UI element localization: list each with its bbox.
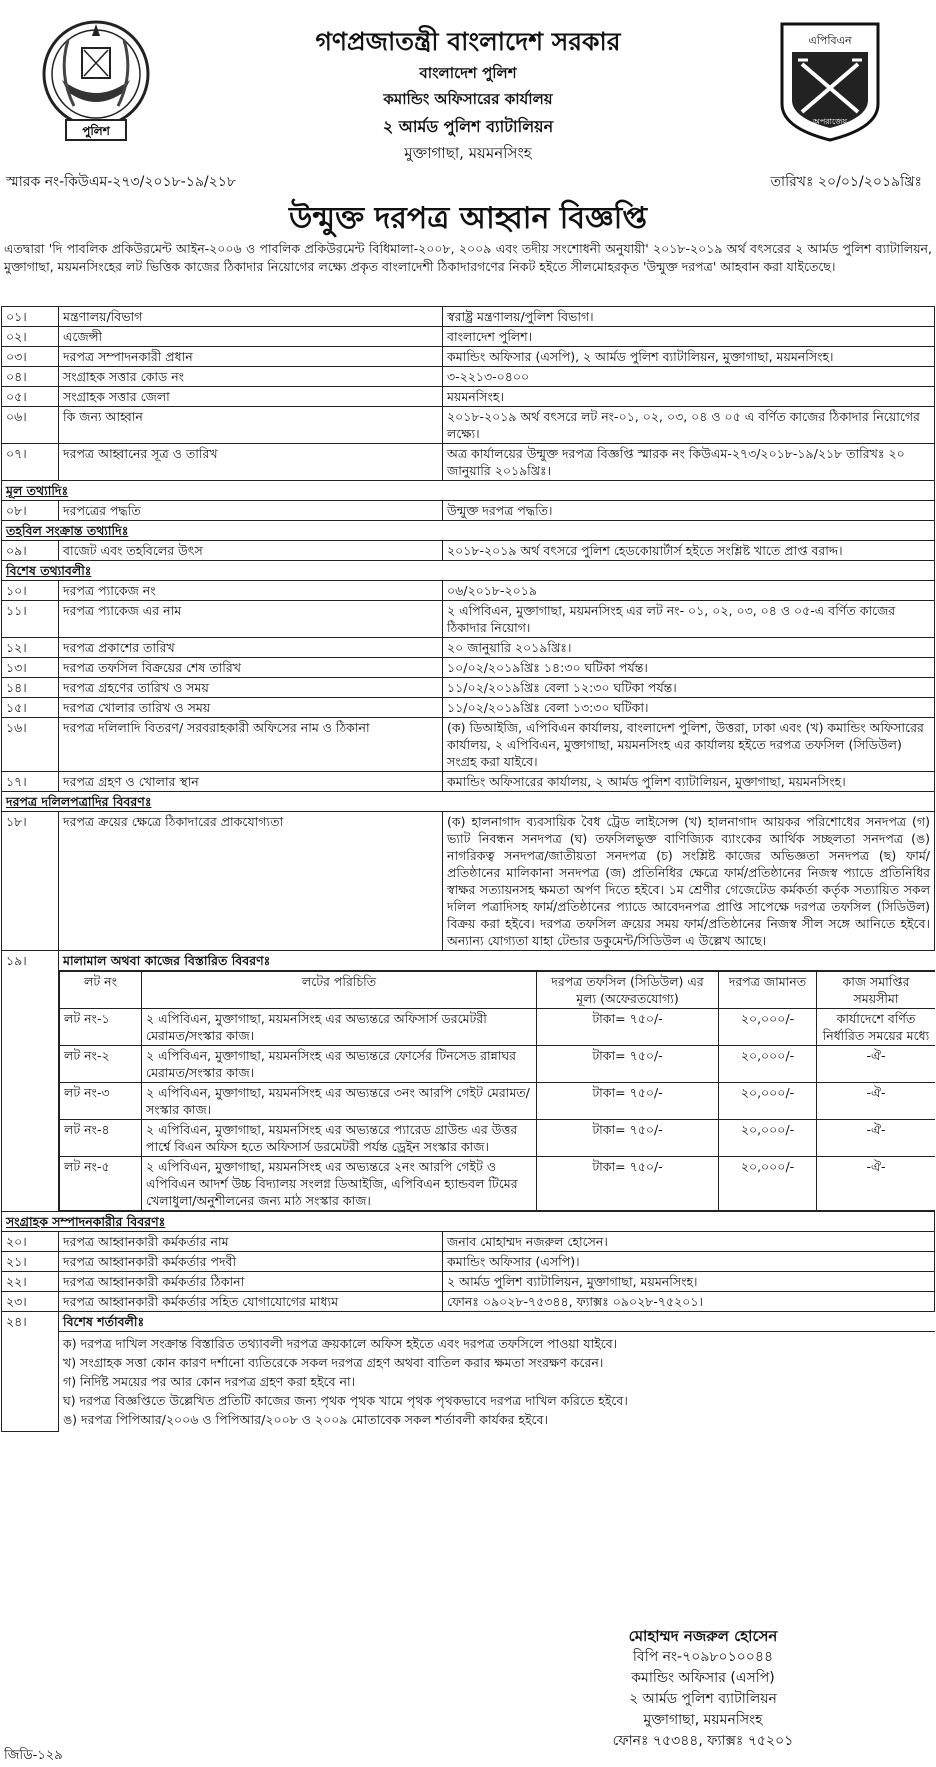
row-number: ০৫। [2,387,59,407]
row-label: দরপত্র তফসিল বিক্রয়ের শেষ তারিখ [59,658,443,678]
notice-title: উন্মুক্ত দরপত্র আহ্বান বিজ্ঞপ্তি [288,201,648,236]
signatory-bp-number: বিপি নং-৭০৯৮০১০০৪৪ [632,1649,774,1665]
lot-row [60,1157,935,1211]
signatory-unit: ২ আর্মড পুলিশ ব্যাটালিয়ন [629,1691,777,1707]
lot-number: লট নং-৫ [60,1157,142,1211]
row-value: ৩-২২১৩-০৪০০ [443,367,935,387]
row-label: দরপত্র গ্রহণের তারিখ ও সময় [59,678,443,698]
section-heading: বিশেষ তথ্যাবলীঃ [2,561,935,581]
row-value: কমান্ডিং অফিসারের কার্যালয়, ২ আর্মড পুলিশ ব্যাটালিয়ন, মুক্তাগাছা, ময়মনসিংহ। [443,772,935,792]
table-row [2,658,935,678]
lot-schedule-price: টাকা= ৭৫০/- [537,1009,719,1046]
row-number: ০১। [2,307,59,327]
row-value: ১১/০২/২০১৯খ্রিঃ বেলা ১৩:৩০ ঘটিকা। [443,698,935,718]
lot-completion-time: কার্যাদেশে বর্ণিত নির্ধারিত সময়ের মধ্যে [817,1009,935,1046]
row-label: সংগ্রাহক সত্তার জেলা [59,387,443,407]
signatory-designation: কমান্ডিং অফিসার (এসপি) [631,1670,775,1686]
row-value: ১০/০২/২০১৯খ্রিঃ ১৪:৩০ ঘটিকা পর্যন্ত। [443,658,935,678]
lot-description: ২ এপিবিএন, মুক্তাগাছা, ময়মনসিংহ এর অভ্যন্তরে অফিসার্স ডরমেটরী মেরামত/সংস্কার কাজ। [142,1009,537,1046]
row-number: ০৬। [2,407,59,444]
row-label: কি জন্য আহ্বান [59,407,443,444]
row-value: বাংলাদেশ পুলিশ। [443,327,935,347]
lot-details-cell [59,951,935,1212]
row-value: কমান্ডিং অফিসার (এসপি), ২ আর্মড পুলিশ ব্যাটালিয়ন, মুক্তাগাছা, ময়মনসিংহ। [443,347,935,367]
lot-header: লট নং [60,972,142,1009]
row-value: ফোনঃ ০৯০২৮-৭৫৩৪৪, ফ্যাক্সঃ ০৯০২৮-৭৫২০১। [443,1292,935,1312]
condition-item: ঙ) দরপত্র পিপিআর/২০০৬ ও পিপিআর/২০০৮ ও ২০০৯ মোতাবেক সকল শর্তাবলী কার্যকর হইবে। [63,1412,548,1427]
row-value: ২০১৮-২০১৯ অর্থ বৎসরে লট নং-০১, ০২, ০৩, ০৪ ও ০৫ এ বর্ণিত কাজের ঠিকাদার নিয়োগের লক্ষ্যে। [443,407,935,444]
apbn-badge-bottom-text: অপরাজেয় [812,117,848,126]
row-value: জনাব মোহাম্মদ নজরুল হোসেন। [443,1232,935,1252]
row-value: ১১/০২/২০১৯খ্রিঃ বেলা ১২:৩০ ঘটিকা পর্যন্ত। [443,678,935,698]
table-row [2,444,935,481]
row-number: ১৯। [2,951,59,1212]
lot-completion-time: -ঐ- [817,1046,935,1083]
row-value: স্বরাষ্ট্র মন্ত্রণালয়/পুলিশ বিভাগ। [443,307,935,327]
row-label: এজেন্সী [59,327,443,347]
row-number: ২২। [2,1272,59,1292]
section-heading-row [2,561,935,581]
table-row [2,541,935,561]
condition-item: ঘ) দরপত্র বিজ্ঞপ্তিতে উল্লেখিত প্রতিটি কাজের জন্য পৃথক পৃথক খামে পৃথক পৃথকভাবে দরপত্র দাখিল করিতে হইবে। [63,1393,628,1408]
lot-number: লট নং-৩ [60,1083,142,1120]
row-value: উন্মুক্ত দরপত্র পদ্ধতি। [443,501,935,521]
row-label: দরপত্র সম্পাদনকারী প্রধান [59,347,443,367]
signature-block [568,1626,838,1752]
row-number: ০২। [2,327,59,347]
row-label: দরপত্র প্রকাশের তারিখ [59,638,443,658]
table-row [2,387,935,407]
section-heading: দরপত্র দলিলপত্রাদির বিবরণঃ [2,792,935,812]
table-row [2,581,935,601]
lot-table [59,971,935,1211]
lot-description: ২ এপিবিএন, মুক্তাগাছা, ময়মনসিংহ এর অভ্যন্তরে ফোর্সের টিনসেড রান্নাঘর মেরামত/সংস্কার কাজ। [142,1046,537,1083]
conditions-title: বিশেষ শর্তাবলীঃ [59,1312,935,1332]
intro-paragraph: এতদ্বারা 'দি পাবলিক প্রকিউরমেন্ট আইন-২০০৬ ও পাবলিক প্রকিউরমেন্ট বিধিমালা-২০০৮, ২০০৯ এবং তদীয় সংশোধনী অনুযায়ী' ২০১৮-২০১৯ অর্থ বৎসরের ২ আর্মড পুলিশ ব্যাটালিয়ন, মুক্তাগাছা, ময়মনসিংহের লট ভিত্তিক কাজের ঠিকাদার নিয়োগের লক্ষ্যে প্রকৃত বাংলাদেশী ঠিকাদারগণের নিকট হইতে সীলমোহরকৃত 'উন্মুক্ত দরপত্র' আহবান করা যাইতেছে। [4,241,932,274]
battalion-name: ২ আর্মড পুলিশ ব্যাটালিয়ন [382,117,554,136]
row-number: ২০। [2,1232,59,1252]
row-number: ১১। [2,601,59,638]
row-number: ১৪। [2,678,59,698]
row-number: ১৩। [2,658,59,678]
row-label: দরপত্র আহ্বানকারী কর্মকর্তার ঠিকানা [59,1272,443,1292]
lot-row [60,1120,935,1157]
lot-schedule-price: টাকা= ৭৫০/- [537,1157,719,1211]
section-heading-row [2,521,935,541]
lot-row [60,1046,935,1083]
lot-number: লট নং-২ [60,1046,142,1083]
section-heading: মূল তথ্যাদিঃ [2,481,935,501]
lot-row [60,1083,935,1120]
row-number: ০৪। [2,367,59,387]
lot-security: ২০,০০০/- [719,1083,817,1120]
table-row [2,1252,935,1272]
tender-info-table [1,306,935,1432]
row-value: (ক) হালনাগাদ ব্যবসায়িক বৈধ ট্রেড লাইসেন্স (খ) হালনাগাদ আয়কর পরিশোধের সনদপত্র (গ) ভ্যাট নিবন্ধন সনদপত্র (ঘ) তফসিলভুক্ত বাণিজ্যিক ব্যাংকের আর্থিক সচ্ছলতা সনদপত্র (ঙ) নাগরিকত্ব সনদপত্র/জাতীয়তা সনদপত্র (চ) সংশ্লিষ্ট কাজের অভিজ্ঞতা সনদপত্র (ছ) ফার্ম/প্রতিষ্ঠানের মালিকানা সনদপত্র (জ) প্রতিনিধির ক্ষেত্রে ফার্ম/প্রতিষ্ঠানের নিজস্ব প্যাডে প্রতিনিধির স্বাক্ষর সত্যায়নসহ ক্ষমতা অর্পণ দিতে হইবে। ১ম শ্রেণীর গেজেটেড কর্মকর্তা কর্তৃক সত্যায়িত সকল দলিল পত্রাদিসহ ফার্ম/প্রতিষ্ঠানের প্যাডে আবেদনপত্র প্রাপ্তি সাপেক্ষে দরপত্র তফসিল (সিডিউল) বিক্রয় করা হইবে। দরপত্র তফসিল ক্রয়ের সময় ফার্ম/প্রতিষ্ঠানের নিজস্ব সীল সঙ্গে আনিতে হইবে। অন্যান্য যোগ্যতা যাহা টেন্ডার ডকুমেন্ট/সিডিউল এ উল্লেখ আছে। [443,812,935,951]
conditions-list [59,1332,935,1431]
lot-header: কাজ সমাপ্তির সময়সীমা [817,972,935,1009]
police-logo-label: পুলিশ [82,124,110,138]
table-row [2,638,935,658]
lot-completion-time: -ঐ- [817,1157,935,1211]
table-row [2,1292,935,1312]
row-value: (ক) ডিআইজি, এপিবিএন কার্যালয়, বাংলাদেশ পুলিশ, উত্তরা, ঢাকা এবং (খ) কমান্ডিং অফিসারের কার্যালয়, ২ এপিবিএন, মুক্তাগাছা, ময়মনসিংহ এর কার্যালয় হইতে দরপত্র তফসিল (সিডিউল) সংগ্রহ করা যাইবে। [443,718,935,772]
lot-header-row [60,972,935,1009]
table-row [2,678,935,698]
lot-schedule-price: টাকা= ৭৫০/- [537,1046,719,1083]
row-number: ১৬। [2,718,59,772]
condition-item: খ) সংগ্রাহক সত্তা কোন কারণ দর্শানো ব্যতিরেকে সকল দরপত্র গ্রহণ অথবা বাতিল করার ক্ষমতা সংরক্ষণ করেন। [63,1355,604,1370]
row-number: ১০। [2,581,59,601]
lot-schedule-price: টাকা= ৭৫০/- [537,1083,719,1120]
memo-number: স্মারক নং-কিউএম-২৭৩/২০১৮-১৯/২১৮ [6,174,236,190]
row-number: ০৮। [2,501,59,521]
row-number: ০৭। [2,444,59,481]
lot-header: দরপত্র জামানত [719,972,817,1009]
lot-description: ২ এপিবিএন, মুক্তাগাছা, ময়মনসিংহ এর অভ্যন্তরে ৩নং আরপি গেইট মেরামত/সংস্কার কাজ। [142,1083,537,1120]
row-value: ময়মনসিংহ। [443,387,935,407]
apbn-badge-top-text: এপিবিএন [808,34,852,47]
lot-security: ২০,০০০/- [719,1157,817,1211]
table-row [2,601,935,638]
lot-description: ২ এপিবিএন, মুক্তাগাছা, ময়মনসিংহ এর অভ্যন্তরে ২নং আরপি গেইট ও এপিবিএন আদর্শ উচ্চ বিদ্যালয় সংলগ্ন ডিআইজি, এপিবিএন হ্যান্ডবল টিমের খেলাধুলা/অনুশীলনের জন্য মাঠ সংস্কার কাজ। [142,1157,537,1211]
row-value: অত্র কার্যালয়ের উন্মুক্ত দরপত্র বিজ্ঞপ্তি স্মারক নং কিউএম-২৭৩/২০১৮-১৯/২১৮ তারিখঃ ২০ জানুয়ারি ২০১৯খ্রিঃ। [443,444,935,481]
row-number: ০৯। [2,541,59,561]
row-value: ২০ জানুয়ারি ২০১৯খ্রিঃ। [443,638,935,658]
row-number: ১৫। [2,698,59,718]
row-value: ০৬/২০১৮-২০১৯ [443,581,935,601]
footer-code: জিডি-১২৯ [4,1748,63,1763]
table-row [2,347,935,367]
table-row [2,327,935,347]
signatory-name: মোহাম্মদ নজরুল হোসেন [628,1627,778,1645]
row-number: ২৪। [2,1312,59,1432]
table-row [2,307,935,327]
office-location: মুক্তাগাছা, ময়মনসিংহ [404,144,532,162]
row-label: মন্ত্রণালয়/বিভাগ [59,307,443,327]
row-value: কমান্ডিং অফিসার (এসপি)। [443,1252,935,1272]
lot-number: লট নং-১ [60,1009,142,1046]
row-number: ০৩। [2,347,59,367]
row-label: দরপত্র আহ্বানকারী কর্মকর্তার নাম [59,1232,443,1252]
row-number: ২১। [2,1252,59,1272]
lot-security: ২০,০০০/- [719,1046,817,1083]
table-row [2,367,935,387]
row-label: দরপত্র খোলার তারিখ ও সময় [59,698,443,718]
row-value: ২ এপিবিএন, মুক্তাগাছা, ময়মনসিংহ এর লট নং- ০১, ০২, ০৩, ০৪ ও ০৫-এ বর্ণিত কাজের ঠিকাদার নিয়োগ। [443,601,935,638]
row-label: দরপত্র আহ্বানের সূত্র ও তারিখ [59,444,443,481]
row-label: দরপত্র আহ্বানকারী কর্মকর্তার পদবী [59,1252,443,1272]
lot-description: ২ এপিবিএন, মুক্তাগাছা, ময়মনসিংহ এর অভ্যন্তরে প্যারেড গ্রাউন্ড এর উত্তর পার্শ্বে বিএন অফিস হতে অফিসার্স ডরমেটরী পর্যন্ত ড্রেইন সংস্কার কাজ। [142,1120,537,1157]
table-row [2,1232,935,1252]
table-row [2,407,935,444]
memo-date: তারিখঃ ২০/০১/২০১৯খ্রিঃ [770,174,922,190]
signatory-contact: ফোনঃ ৭৫৩৪৪, ফ্যাক্সঃ ৭৫২০১ [612,1733,794,1749]
table-row [2,501,935,521]
lot-security: ২০,০০০/- [719,1120,817,1157]
row-label: সংগ্রাহক সত্তার কোড নং [59,367,443,387]
row-number: ১৭। [2,772,59,792]
row-label: দরপত্রের পদ্ধতি [59,501,443,521]
department-name: বাংলাদেশ পুলিশ [419,64,517,82]
row-label: বাজেট এবং তহবিলের উৎস [59,541,443,561]
table-row [2,951,935,1212]
lot-completion-time: -ঐ- [817,1120,935,1157]
lot-header: দরপত্র তফসিল (সিডিউল) এর মূল্য (অফেরতযোগ্য) [537,972,719,1009]
lot-number: লট নং-৪ [60,1120,142,1157]
lot-completion-time: -ঐ- [817,1083,935,1120]
row-number: ২৩। [2,1292,59,1312]
table-row [2,718,935,772]
lot-details-title: মালামাল অথবা কাজের বিস্তারিত বিবরণঃ [59,951,935,971]
table-row [2,1312,935,1432]
section-heading: তহবিল সংক্রান্ত তথ্যাদিঃ [2,521,935,541]
conditions-cell [59,1312,935,1432]
section-heading-row [2,481,935,501]
row-label: দরপত্র ক্রয়ের ক্ষেত্রে ঠিকাদারের প্রাকযোগ্যতা [59,812,443,951]
row-label: দরপত্র আহ্বানকারী কর্মকর্তার সহিত যোগাযোগের মাধ্যম [59,1292,443,1312]
condition-item: গ) নির্দিষ্ট সময়ের পর আর কোন দরপত্র গ্রহণ করা হইবে না। [63,1374,356,1389]
row-label: দরপত্র প্যাকেজ নং [59,581,443,601]
section-heading-row [2,792,935,812]
table-row [2,1272,935,1292]
table-row [2,772,935,792]
table-row [2,698,935,718]
row-number: ১৮। [2,812,59,951]
table-row [2,812,935,951]
section-heading-row [2,1212,935,1232]
row-value: ২০১৮-২০১৯ অর্থ বৎসরে পুলিশ হেডকোয়ার্টার্স হইতে সংশ্লিষ্ট খাতে প্রাপ্ত বরাদ্দ। [443,541,935,561]
lot-schedule-price: টাকা= ৭৫০/- [537,1120,719,1157]
lot-header: লটের পরিচিতি [142,972,537,1009]
row-label: দরপত্র গ্রহণ ও খোলার স্থান [59,772,443,792]
row-value: ২ আর্মড পুলিশ ব্যাটালিয়ন, মুক্তাগাছা, ময়মনসিংহ। [443,1272,935,1292]
row-label: দরপত্র দলিলাদি বিতরণ/ সরবরাহকারী অফিসের নাম ও ঠিকানা [59,718,443,772]
condition-item: ক) দরপত্র দাখিল সংক্রান্ত বিস্তারিত তথ্যাবলী দরপত্র ক্রয়কালে অফিস হইতে এবং দরপত্র তফসিলে পাওয়া যাইবে। [63,1336,618,1351]
signatory-place: মুক্তাগাছা, ময়মনসিংহ [643,1712,763,1728]
lot-security: ২০,০০০/- [719,1009,817,1046]
row-label: দরপত্র প্যাকেজ এর নাম [59,601,443,638]
row-number: ১২। [2,638,59,658]
office-name: কমান্ডিং অফিসারের কার্যালয় [383,90,553,108]
government-title: গণপ্রজাতন্ত্রী বাংলাদেশ সরকার [315,27,621,56]
lot-row [60,1009,935,1046]
section-heading: সংগ্রাহক সম্পাদনকারীর বিবরণঃ [2,1212,935,1232]
